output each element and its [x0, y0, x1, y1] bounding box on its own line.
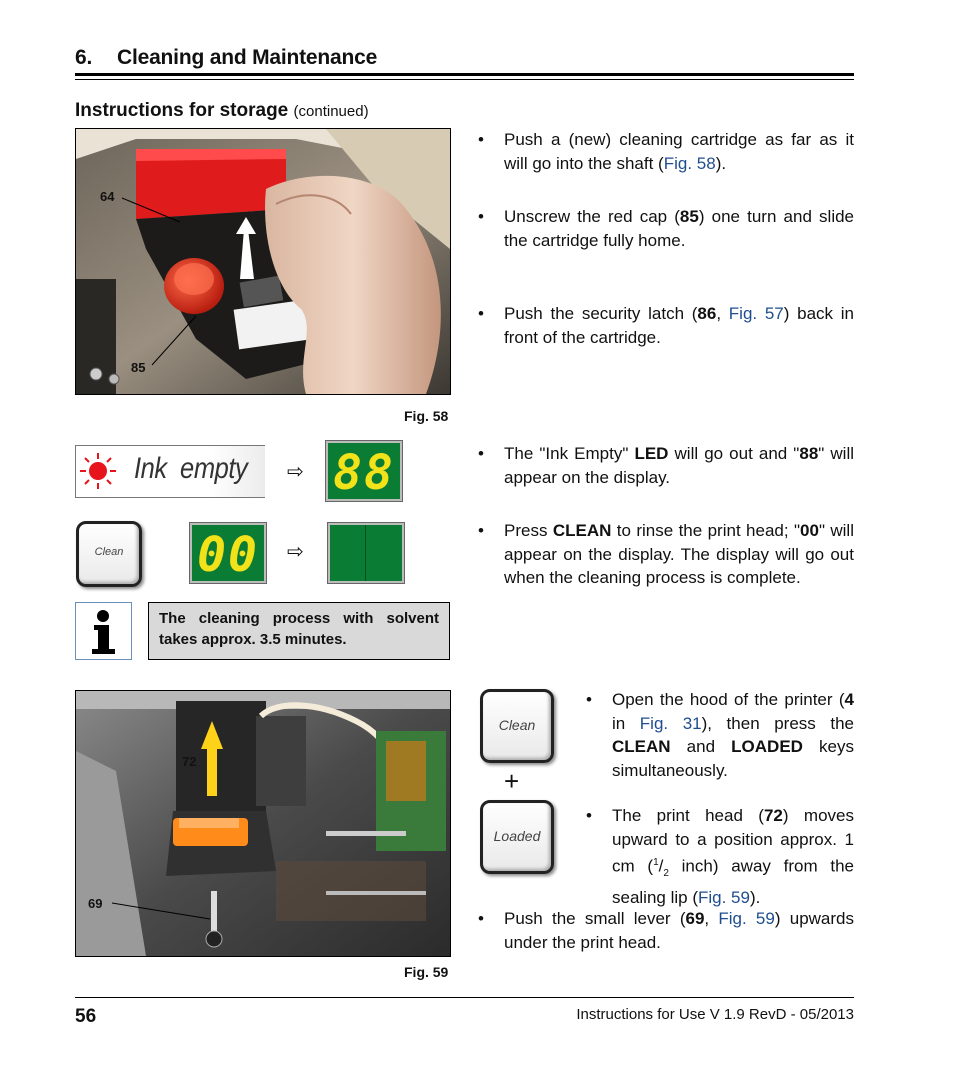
step-text: ) one turn and slide the cartridge fully home.	[504, 207, 854, 250]
figure-58-photo	[75, 128, 451, 395]
callout-85: 85	[131, 360, 146, 375]
step-text: ).	[749, 887, 761, 907]
step-text: will go out and "	[668, 444, 800, 463]
display-00	[190, 523, 266, 583]
callout-72: 72	[182, 754, 197, 769]
figure-reference-link[interactable]: Fig. 59	[698, 887, 750, 907]
callout-64-leader	[120, 190, 190, 230]
step-text: Push the security latch (	[504, 304, 698, 323]
loaded-key-button[interactable]	[480, 800, 554, 874]
step-item: • Open the hood of the printer (4 in Fig. 31), then press the CLEAN and LOADED keys simultaneously.	[586, 690, 855, 780]
step-text: 88	[799, 444, 819, 463]
step-item: • Push the small lever (69, Fig. 59) upwards under the print head.	[478, 909, 854, 952]
document-version: Instructions for Use V 1.9 RevD - 05/2013	[576, 1006, 854, 1023]
display-divider	[365, 525, 366, 581]
step-text: 69	[685, 909, 705, 928]
step-text: ,	[716, 304, 729, 323]
step-text: LOADED	[731, 737, 803, 756]
figure-reference-link[interactable]: Fig. 57	[728, 304, 784, 323]
step-text: 85	[679, 207, 699, 226]
figure-59-label: Fig. 59	[404, 964, 449, 980]
step-text: Unscrew the red cap (	[504, 207, 680, 226]
step-text: ) back in front of the cartridge.	[504, 304, 854, 347]
step-text: Press	[504, 521, 553, 540]
step-text: ,	[704, 909, 719, 928]
step-text: Open the hood of the printer (	[612, 690, 845, 709]
step-text: in	[612, 713, 640, 733]
step-text: inch) away from the sealing lip (	[612, 856, 855, 907]
display-88-text: 88	[333, 445, 395, 501]
figure-58-illustration	[76, 129, 450, 394]
loaded-key-label: Loaded	[493, 828, 541, 844]
step-item: • Press CLEAN to rinse the print head; "00" will appear on the display. The display will go out when the cleaning process is complete.	[478, 521, 854, 587]
footer-rule	[75, 997, 854, 998]
step-text: Push the small lever (	[504, 909, 686, 928]
step-text: ).	[715, 153, 727, 173]
info-icon-box	[75, 602, 132, 660]
led-red-icon	[78, 451, 118, 491]
step-item: • Push the security latch (86, Fig. 57) back in front of the cartridge.	[478, 304, 854, 347]
step-text: keys simultaneously.	[612, 737, 855, 780]
subheading-title: Instructions for storage	[75, 100, 289, 121]
step-item: • The "Ink Empty" LED will go out and "88" will appear on the display.	[478, 444, 854, 487]
step-text: Push a (new) cleaning cartridge as far as it will go into the shaft (	[504, 130, 854, 173]
step-text: to rinse the print head; "	[611, 521, 801, 540]
subheading-note: (continued)	[293, 103, 369, 120]
header-rule-thick	[75, 73, 854, 76]
figure-reference-link[interactable]: Fig. 31	[639, 713, 702, 733]
step-text: and	[670, 737, 732, 756]
section-heading	[75, 46, 377, 70]
section-number: 6.	[75, 46, 93, 69]
step-text: ) upwards under the print head.	[504, 909, 854, 952]
step-item: • The print head (72) moves upward to a position approx. 1 cm ($^1/_2$ inch) away from the sealing lip (Fig. 59).	[586, 806, 855, 907]
figure-58-label: Fig. 58	[404, 408, 449, 424]
step-text: 2	[663, 868, 669, 880]
step-text: " will appear on the display.	[504, 444, 854, 487]
callout-69-leader	[110, 897, 220, 927]
figure-reference-link[interactable]: Fig. 59	[718, 909, 775, 928]
display-00-text: 00	[197, 527, 259, 583]
step-text: ) moves upward to a position approx. 1 cm (	[612, 806, 854, 876]
step-text: The "Ink Empty"	[504, 444, 635, 463]
section-title: Cleaning and Maintenance	[117, 46, 378, 69]
step-text: 4	[844, 690, 854, 709]
callout-69: 69	[88, 896, 103, 911]
step-text: 72	[763, 806, 783, 825]
step-text: CLEAN	[612, 737, 671, 756]
clean-key-label: Clean	[94, 546, 124, 558]
display-88	[326, 441, 402, 501]
step-text: " will appear on the display. The display will go out when the cleaning process is complete.	[504, 521, 854, 587]
subheading	[75, 100, 369, 122]
step-text: 00	[800, 521, 819, 540]
step-text: 1	[653, 857, 659, 868]
header-rule-thin	[75, 79, 854, 80]
step-text: /	[658, 856, 664, 876]
figure-reference-link[interactable]: Fig. 58	[663, 153, 716, 173]
step-text: CLEAN	[552, 521, 612, 540]
page-number: 56	[75, 1006, 97, 1027]
info-note	[148, 602, 450, 660]
arrow-right-icon: ⇨	[287, 541, 304, 563]
display-blank	[328, 523, 404, 583]
step-item: • Push a (new) cleaning cartridge as far as it will go into the shaft (Fig. 58).	[478, 130, 854, 173]
ink-empty-text: Ink empty	[134, 452, 248, 485]
step-text: ), then press the	[701, 713, 854, 733]
step-text: 86	[697, 304, 717, 323]
arrow-right-icon: ⇨	[287, 461, 304, 483]
step-text: LED	[634, 444, 669, 463]
clean-key-button[interactable]	[76, 521, 142, 587]
clean-key-button-2[interactable]	[480, 689, 554, 763]
plus-sign: +	[504, 766, 520, 796]
info-icon	[76, 603, 131, 659]
info-note-text: The cleaning process with solvent takes approx. 3.5 minutes.	[159, 610, 439, 648]
callout-64: 64	[100, 189, 115, 204]
step-item: • Unscrew the red cap (85) one turn and slide the cartridge fully home.	[478, 207, 854, 250]
step-text: The print head (	[612, 806, 764, 825]
clean-key-label-2: Clean	[498, 717, 536, 733]
callout-85-leader	[148, 310, 208, 370]
ink-empty-indicator	[75, 445, 265, 498]
